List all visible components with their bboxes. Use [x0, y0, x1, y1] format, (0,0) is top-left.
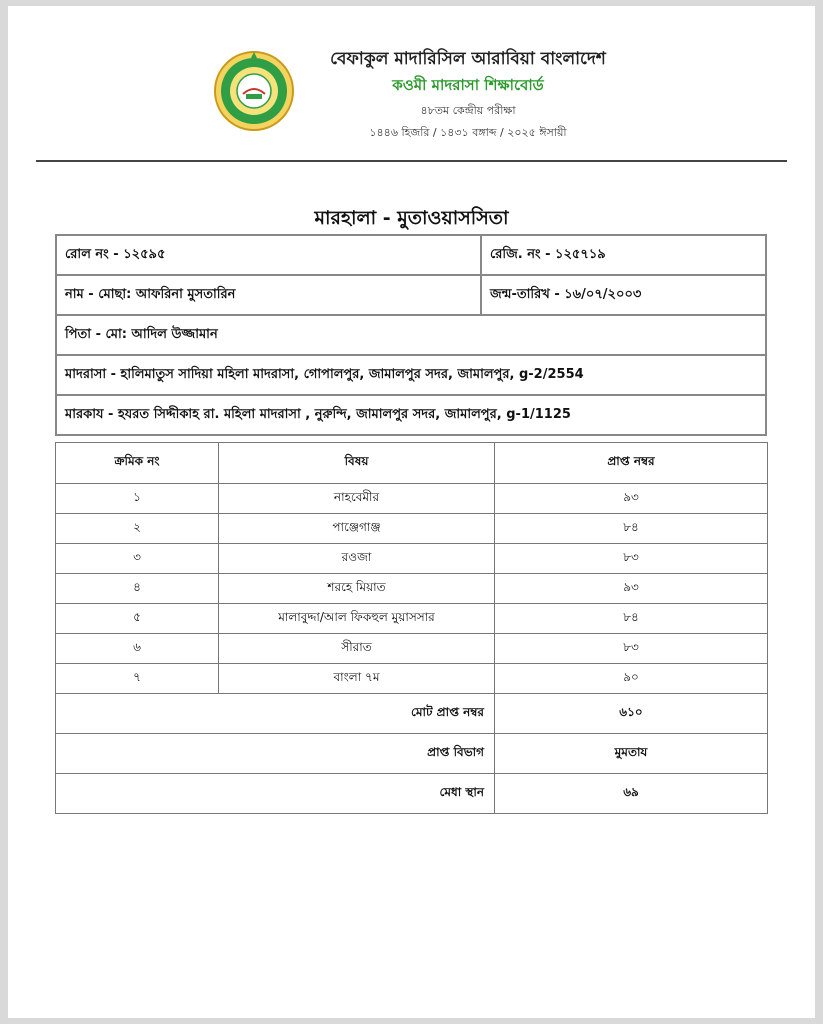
madrasa-name: মাদরাসা - হালিমাতুস সাদিয়া মহিলা মাদরাসা, গোপালপুর, জামালপুর সদর, জামালপুর, g-2/2554 — [65, 366, 584, 382]
row-serial: ৫ — [56, 604, 219, 634]
table-row — [56, 544, 768, 574]
exam-year: ১৪৪৬ হিজরি / ১৪৩১ বঙ্গাব্দ / ২০২৫ ঈসায়ী — [369, 126, 567, 139]
table-row — [56, 574, 768, 604]
table-row — [56, 514, 768, 544]
row-marks: ৮৩ — [495, 634, 768, 664]
header — [8, 6, 815, 166]
date-of-birth: জন্ম-তারিখ - ১৬/০৭/২০০৩ — [490, 286, 642, 302]
table-row — [56, 484, 768, 514]
row-subject: নাহবেমীর — [219, 484, 495, 514]
row-serial: ৬ — [56, 634, 219, 664]
row-marks: ৮৩ — [495, 544, 768, 574]
total-row — [56, 694, 768, 734]
row-serial: ২ — [56, 514, 219, 544]
page-title: মারহালা - মুতাওয়াসসিতা — [314, 207, 509, 229]
result-sheet — [8, 6, 815, 1018]
roll-number: রোল নং - ১২৫৯৫ — [57, 236, 482, 274]
division-value: মুমতায — [495, 734, 768, 774]
table-row — [56, 634, 768, 664]
row-serial: ৩ — [56, 544, 219, 574]
table-header-row — [56, 443, 768, 484]
header-divider — [36, 160, 787, 162]
info-row — [57, 396, 765, 436]
table-row — [56, 664, 768, 694]
merit-row — [56, 774, 768, 814]
row-serial: ১ — [56, 484, 219, 514]
total-value: ৬১০ — [495, 694, 768, 734]
row-subject: পাঞ্জেগাঞ্জ — [219, 514, 495, 544]
board-subtitle: কওমী মাদরাসা শিক্ষাবোর্ড — [392, 76, 544, 94]
merit-label: মেধা স্থান — [56, 774, 495, 814]
table-row — [56, 604, 768, 634]
registration-number: রেজি. নং - ১২৫৭১৯ — [490, 246, 606, 262]
exam-center: মারকায - হযরত সিদ্দীকাহ রা. মহিলা মাদরাসা , নুরুন্দি, জামালপুর সদর, জামালপুর, g-1/1125 — [65, 406, 571, 422]
division-label: প্রাপ্ত বিভাগ — [56, 734, 495, 774]
row-serial: ৭ — [56, 664, 219, 694]
info-row — [57, 356, 765, 396]
row-marks: ৮৪ — [495, 604, 768, 634]
row-subject: সীরাত — [219, 634, 495, 664]
header-subject: বিষয় — [219, 443, 495, 484]
row-subject: মালাবুদ্দা/আল ফিকহুল মুয়াসসার — [219, 604, 495, 634]
marks-table — [55, 442, 768, 814]
row-marks: ৯৩ — [495, 574, 768, 604]
student-info — [55, 234, 767, 436]
row-serial: ৪ — [56, 574, 219, 604]
row-marks: ৯৩ — [495, 484, 768, 514]
total-label: মোট প্রাপ্ত নম্বর — [56, 694, 495, 734]
row-marks: ৯০ — [495, 664, 768, 694]
header-serial: ক্রমিক নং — [56, 443, 219, 484]
row-subject: শরহে মিয়াত — [219, 574, 495, 604]
board-seal-icon — [213, 50, 295, 132]
info-row — [57, 236, 765, 276]
info-row — [57, 276, 765, 316]
header-text — [308, 46, 628, 144]
exam-name: ৪৮তম কেন্দ্রীয় পরীক্ষা — [420, 104, 516, 117]
division-row — [56, 734, 768, 774]
row-marks: ৮৪ — [495, 514, 768, 544]
row-subject: বাংলা ৭ম — [219, 664, 495, 694]
merit-value: ৬৯ — [495, 774, 768, 814]
header-marks: প্রাপ্ত নম্বর — [495, 443, 768, 484]
board-name: বেফাকুল মাদারিসিল আরাবিয়া বাংলাদেশ — [330, 49, 606, 69]
row-subject: রওজা — [219, 544, 495, 574]
student-name: নাম - মোছা: আফরিনা মুসতারিন — [57, 276, 482, 314]
father-name: পিতা - মো: আদিল উজ্জামান — [65, 326, 218, 342]
info-row — [57, 316, 765, 356]
